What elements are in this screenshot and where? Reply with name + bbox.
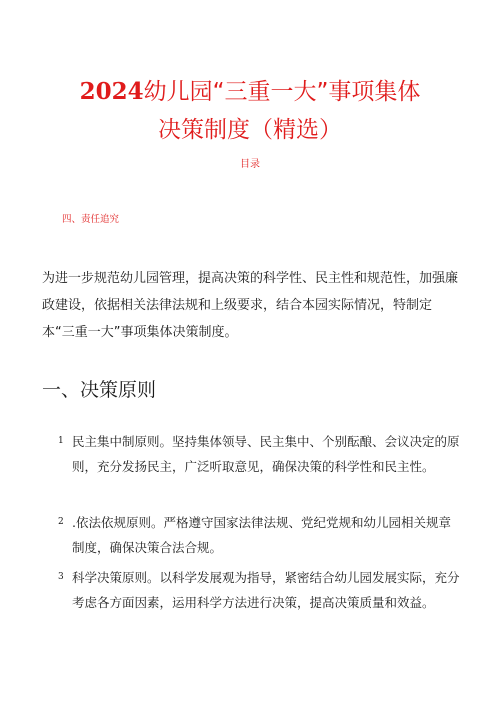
document-title-line2: 决策制度（精选） — [158, 117, 342, 143]
list-item-text: .依法依规原则。严格遵守国家法律法规、党纪党规和幼儿园相关规章制度，确保决策合法合规。 — [72, 515, 451, 555]
toc-item-responsibility[interactable]: 四、责任追究 — [62, 214, 120, 225]
list-item-text: 科学决策原则。以科学发展观为指导，紧密结合幼儿园发展实际，充分考虑各方面因素，运用科学方法进行决策，提高决策质量和效益。 — [72, 570, 460, 610]
intro-paragraph: 为进一步规范幼儿园管理，提高决策的科学性、民主性和规范性，加强廉政建设，依据相关法律法规和上级要求，结合本园实际情况，特制定本“三重一大”事项集体决策制度。 — [42, 271, 459, 340]
list-number: 1 — [58, 436, 64, 446]
document-title-line1 — [0, 78, 500, 106]
list-number: 2 — [58, 517, 64, 527]
list-number: 3 — [58, 572, 64, 582]
title-line1-text: 幼儿园“三重一大”事项集体 — [143, 79, 421, 105]
toc-label: 目录 — [240, 159, 260, 170]
list-item-principle-2 — [42, 510, 462, 560]
section-heading-decision-principles: 一、决策原则 — [42, 379, 157, 401]
list-item-principle-3 — [42, 565, 462, 615]
title-year: 2024 — [79, 78, 144, 105]
list-item-principle-1 — [42, 429, 462, 479]
list-item-text: 民主集中制原则。坚持集体领导、民主集中、个别酝酿、会议决定的原则，充分发扬民主，广泛听取意见，确保决策的科学性和民主性。 — [72, 434, 460, 474]
